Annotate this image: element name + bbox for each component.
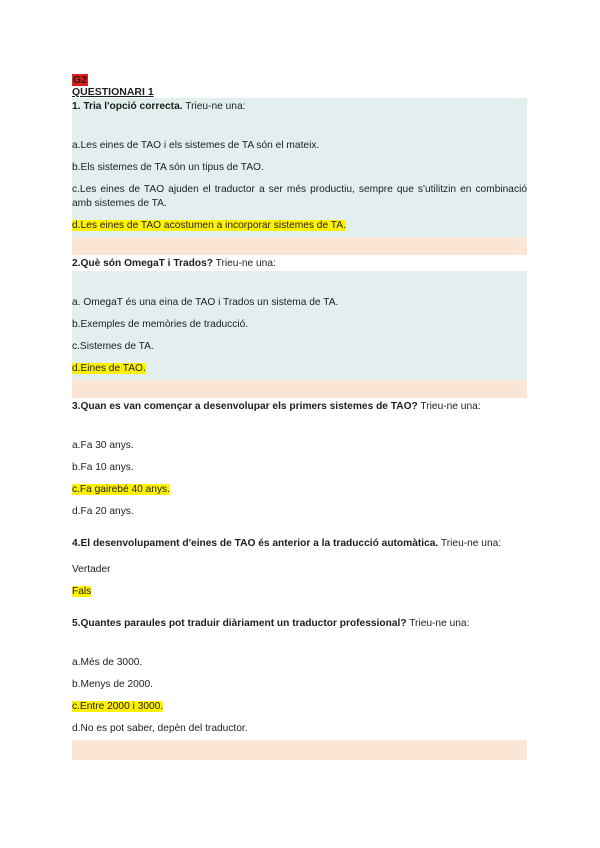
question-5-option-c[interactable] — [72, 696, 527, 718]
question-2 — [72, 255, 527, 271]
separator — [72, 380, 527, 398]
group-tag: G2 — [73, 74, 88, 86]
separator — [72, 237, 527, 255]
selected-answer: d.Les eines de TAO acostumen a incorporar sistemes de TA. — [72, 220, 346, 231]
question-1-prompt: 1. Tria l'opció correcta. Trieu-ne una: — [72, 101, 246, 112]
question-2-option-b[interactable]: b.Exemples de memòries de traducció. — [72, 319, 249, 330]
question-1-option-c[interactable]: c.Les eines de TAO ajuden el traductor a ser més productiu, sempre que s'utilitzin en combinació amb sistemes de TA. — [72, 184, 527, 209]
question-5 — [72, 615, 527, 740]
separator — [72, 740, 527, 760]
question-1-option-d[interactable] — [72, 215, 527, 237]
quiz-title: QUESTIONARI 1 — [72, 86, 154, 98]
question-3-option-c[interactable] — [72, 479, 527, 501]
quiz-document — [72, 74, 527, 760]
header — [72, 74, 527, 86]
question-3-prompt: 3.Quan es van començar a desenvolupar els primers sistemes de TAO? Trieu-ne una: — [72, 401, 481, 412]
selected-answer: c.Fa gairebé 40 anys. — [72, 484, 170, 495]
question-1-option-a[interactable]: a.Les eines de TAO i els sistemes de TA són el mateix. — [72, 140, 320, 151]
selected-answer: c.Entre 2000 i 3000. — [72, 701, 164, 712]
question-4-option-false[interactable] — [72, 581, 527, 603]
question-4-option-true[interactable]: Vertader — [72, 564, 111, 575]
question-2-prompt: 2.Què són OmegaT i Trados? Trieu-ne una: — [72, 258, 276, 269]
question-5-prompt: 5.Quantes paraules pot traduir diàriament un traductor professional? Trieu-ne una: — [72, 618, 470, 629]
question-3 — [72, 398, 527, 523]
selected-answer: d.Eines de TAO. — [72, 363, 146, 374]
question-3-option-b[interactable]: b.Fa 10 anys. — [72, 462, 134, 473]
question-5-option-b[interactable]: b.Menys de 2000. — [72, 679, 153, 690]
question-3-option-a[interactable]: a.Fa 30 anys. — [72, 440, 134, 451]
question-2-option-d[interactable] — [72, 358, 527, 380]
question-1-option-b[interactable]: b.Els sistemes de TA són un tipus de TAO. — [72, 162, 264, 173]
selected-answer: Fals — [72, 586, 92, 597]
question-2-option-c[interactable]: c.Sistemes de TA. — [72, 341, 154, 352]
question-3-option-d[interactable]: d.Fa 20 anys. — [72, 506, 134, 517]
question-1 — [72, 98, 527, 237]
question-4 — [72, 535, 527, 603]
question-2-options — [72, 271, 527, 380]
question-5-option-a[interactable]: a.Més de 3000. — [72, 657, 143, 668]
question-2-option-a[interactable]: a. OmegaT és una eina de TAO i Trados un sistema de TA. — [72, 297, 339, 308]
question-5-option-d[interactable]: d.No es pot saber, depèn del traductor. — [72, 723, 248, 734]
question-4-prompt: 4.El desenvolupament d'eines de TAO és anterior a la traducció automàtica. Trieu-ne una: — [72, 538, 502, 549]
